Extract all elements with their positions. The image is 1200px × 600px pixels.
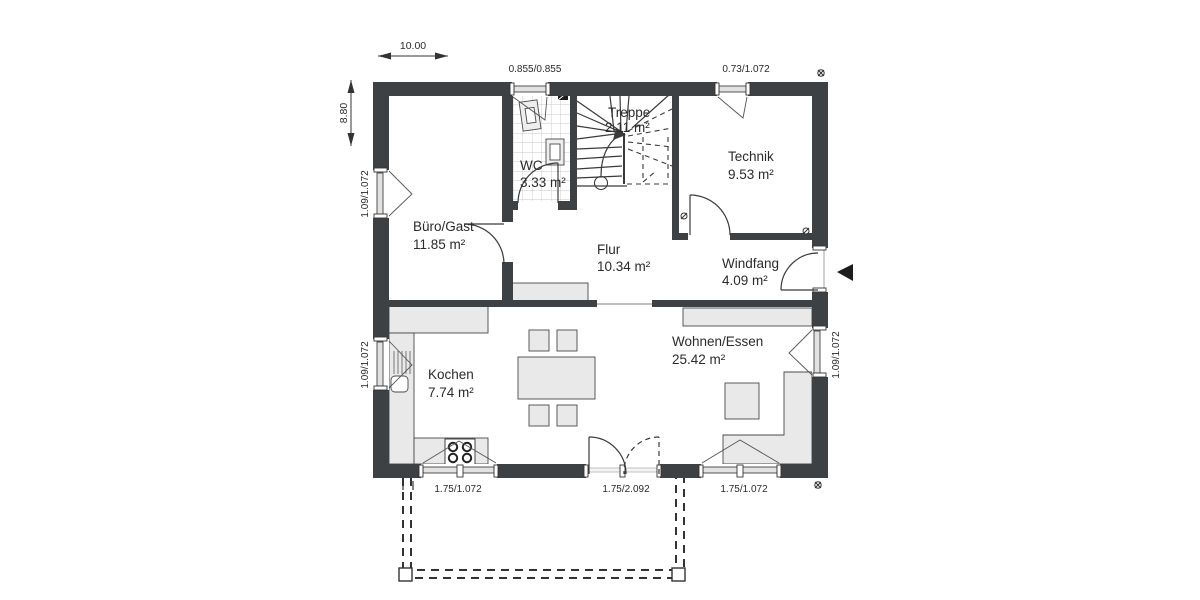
window-label: 1.09/1.072	[360, 341, 371, 389]
room-area: 3.33 m²	[520, 175, 566, 190]
window-label: 0.855/0.855	[508, 64, 562, 75]
room-name: Flur	[597, 242, 621, 257]
window-glazing	[514, 86, 546, 92]
wc-toilet	[546, 139, 564, 165]
room-area: 4.09 m²	[722, 273, 768, 288]
dimension-width-label: 10.00	[399, 40, 427, 52]
window-glazing	[814, 331, 820, 373]
window-glazing	[719, 86, 746, 92]
kitchen-counter-top	[389, 305, 488, 333]
room-name: Büro/Gast	[413, 219, 474, 234]
room-area: 9.53 m²	[728, 167, 774, 182]
room-name: Kochen	[428, 367, 474, 382]
door-label: 1.75/2.092	[602, 484, 650, 495]
door-stop-icon	[803, 228, 809, 234]
window-glazing	[377, 342, 383, 386]
dining-chair	[557, 330, 577, 351]
window-label: 0.73/1.072	[722, 64, 770, 75]
room-area: 11.85 m²	[413, 237, 466, 252]
room-name: Wohnen/Essen	[672, 334, 764, 349]
window-glazing	[377, 173, 383, 215]
room-labels	[413, 105, 779, 400]
room-area: 7.74 m²	[428, 385, 474, 400]
room-name: WC	[520, 158, 543, 173]
door-stop-icon	[681, 213, 687, 219]
dimension-width	[378, 53, 448, 60]
window-label: 1.75/1.072	[720, 484, 768, 495]
room-area: 2.11 m²	[605, 120, 650, 135]
technik-door	[690, 195, 730, 235]
dining-chair	[557, 405, 577, 426]
window-label: 1.09/1.072	[360, 170, 371, 218]
coffee-table	[725, 383, 759, 419]
flur-sideboard	[512, 283, 588, 302]
wc-washbasin	[519, 100, 541, 131]
dimension-height-label: 8.80	[338, 102, 350, 124]
room-area: 10.34 m²	[597, 259, 651, 274]
entrance-arrow-icon	[837, 264, 853, 281]
living-sideboard	[683, 308, 812, 326]
room-name: Windfang	[722, 256, 780, 271]
room-area: 25.42 m²	[672, 352, 726, 367]
room-name: Treppe	[608, 105, 651, 120]
survey-marker-icon	[815, 482, 821, 488]
dining-chair	[529, 330, 549, 351]
window-label: 1.09/1.072	[831, 331, 842, 379]
survey-marker-icon	[818, 70, 824, 76]
dining-table	[518, 357, 595, 399]
dining-chair	[529, 405, 549, 426]
stair-walkline-start	[595, 177, 608, 190]
room-name: Technik	[728, 149, 774, 164]
window-label: 1.75/1.072	[434, 484, 482, 495]
